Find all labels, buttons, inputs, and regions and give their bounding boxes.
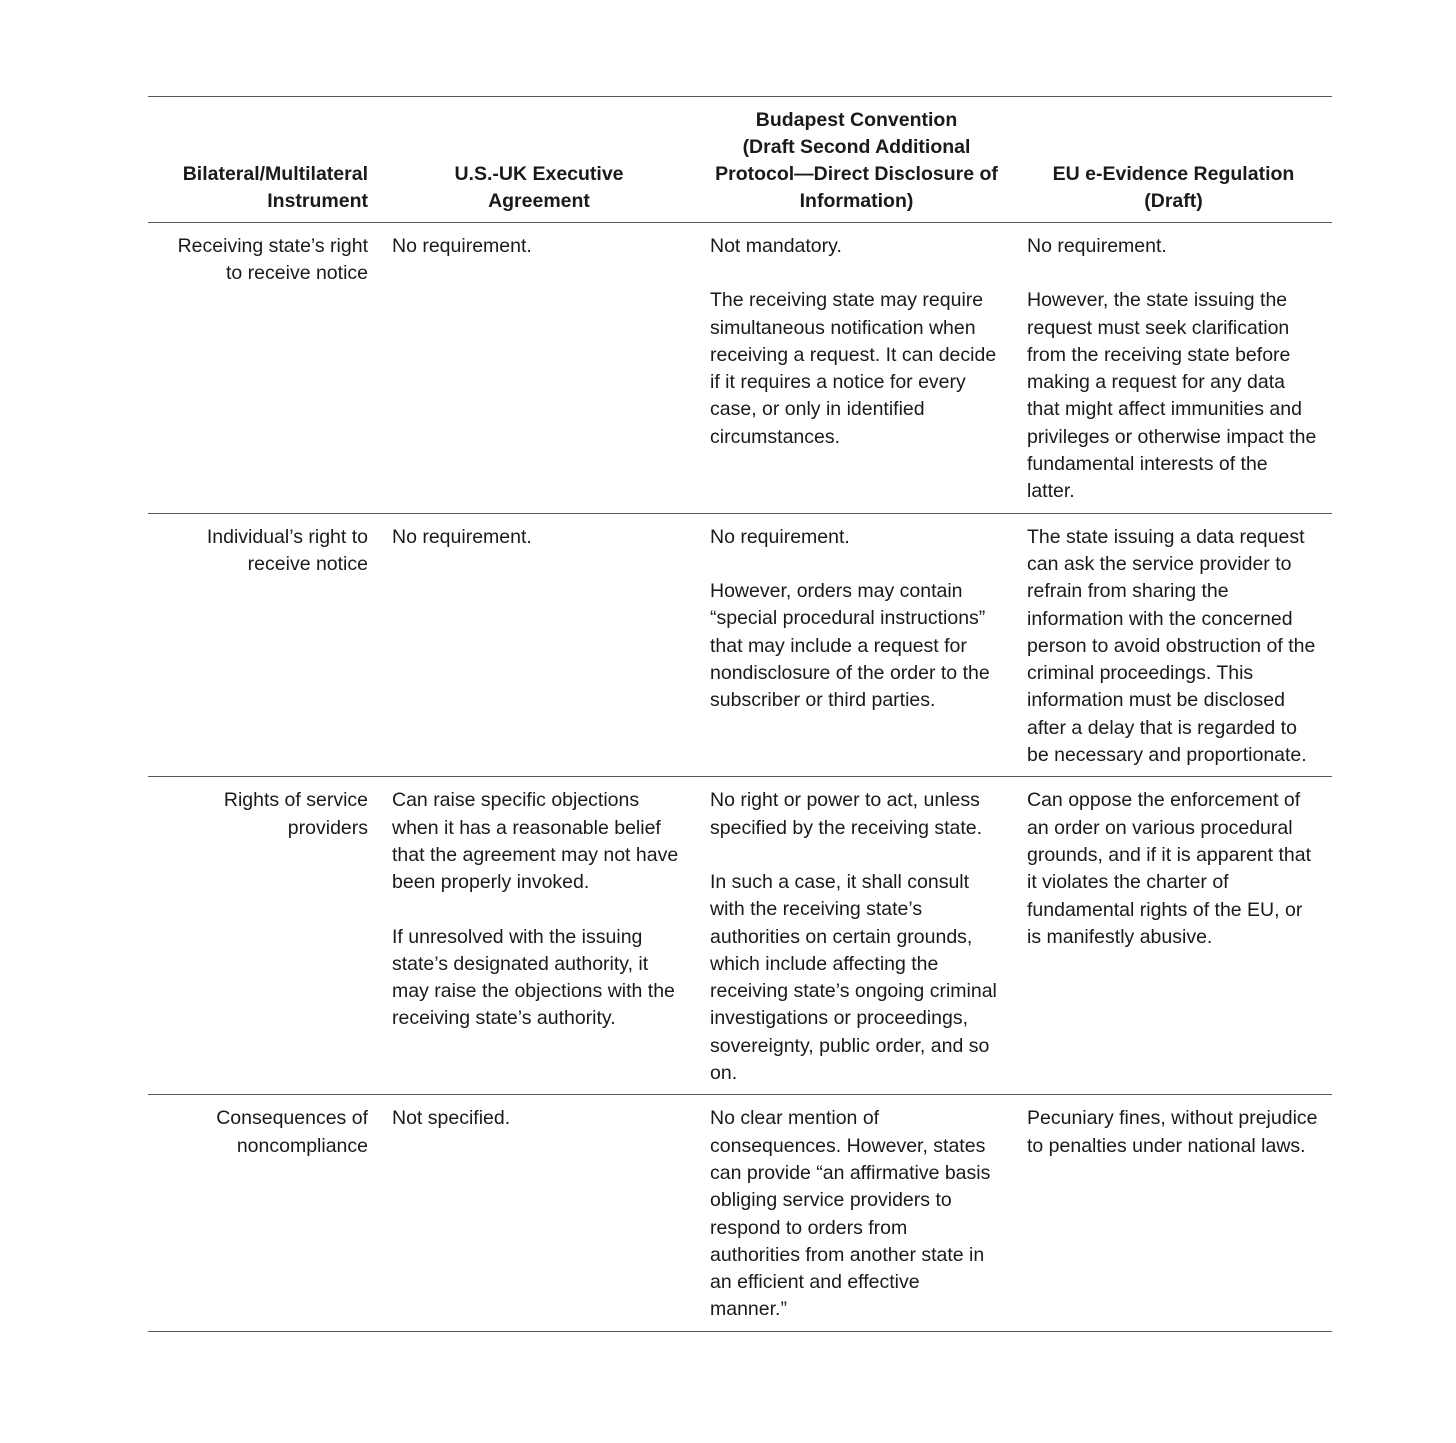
- table-cell-eu: Can oppose the enforcement of an order on various procedural grounds, and if it is apparent that it violates the charter of fundamental rights of the EU, or is manifestly abusive.: [1027, 789, 1312, 948]
- table-body: [148, 223, 1332, 1332]
- table-cell-budapest: No right or power to act, unless specified by the receiving state. In such a case, it shall consult with the receiving state’s authorities on certain grounds, which include affecting the receiving state’s ongoing criminal investigations or proceedings, sovereignty, public order, and so on.: [710, 789, 997, 1085]
- column-header-us-uk: U.S.-UK Executive Agreement: [454, 163, 624, 212]
- table-row: [148, 223, 1332, 514]
- table-header: [148, 97, 1332, 223]
- header-row: [148, 97, 1332, 223]
- table-row: [148, 777, 1332, 1095]
- table-cell-us-uk: No requirement.: [392, 235, 532, 257]
- row-label: Rights of service providers: [223, 789, 368, 839]
- table-cell-us-uk: No requirement.: [392, 525, 532, 548]
- table-row: [148, 513, 1332, 777]
- column-header-eu: EU e-Evidence Regulation (Draft): [1052, 163, 1295, 212]
- row-label: Consequences of noncompliance: [216, 1107, 368, 1157]
- comparison-table: [148, 96, 1332, 1332]
- table-cell-budapest: Not mandatory. The receiving state may require simultaneous notification when receiving a request. It can decide if it requires a notice for every case, or only in identified circumstances.: [710, 235, 997, 448]
- column-header-instrument: Bilateral/Multilateral Instrument: [182, 163, 368, 212]
- row-label: Individual’s right to receive notice: [206, 525, 368, 575]
- comparison-table-container: [148, 96, 1332, 1332]
- table-cell-budapest: No clear mention of consequences. However, states can provide “an affirmative basis obliging service providers to respond to orders from authorities from another state in an efficient and effective manner.”: [710, 1107, 991, 1321]
- table-cell-us-uk: Not specified.: [392, 1107, 511, 1130]
- table-cell-budapest: No requirement. However, orders may contain “special procedural instructions” that may include a request for nondisclosure of the order to the subscriber or third parties.: [710, 525, 990, 712]
- row-label: Receiving state’s right to receive notice: [177, 235, 368, 285]
- column-header-budapest: Budapest Convention (Draft Second Additional Protocol—Direct Disclosure of Information): [715, 109, 998, 212]
- table-cell-eu: Pecuniary fines, without prejudice to penalties under national laws.: [1027, 1107, 1318, 1157]
- table-cell-eu: The state issuing a data request can ask the service provider to refrain from sharing the information with the concerned person to avoid obstruction of the criminal proceedings. This information must be disclosed after a delay that is regarded to be necessary and proportionate.: [1027, 525, 1316, 767]
- table-row: [148, 1095, 1332, 1331]
- table-cell-us-uk: Can raise specific objections when it has a reasonable belief that the agreement may not have been properly invoked. If unresolved with the issuing state’s designated authority, it may raise the objections with the receiving state’s authority.: [392, 789, 679, 1030]
- table-cell-eu: No requirement. However, the state issuing the request must seek clarification from the receiving state before making a request for any data that might affect immunities and privileges or otherwise impact the fundamental interests of the latter.: [1027, 235, 1317, 503]
